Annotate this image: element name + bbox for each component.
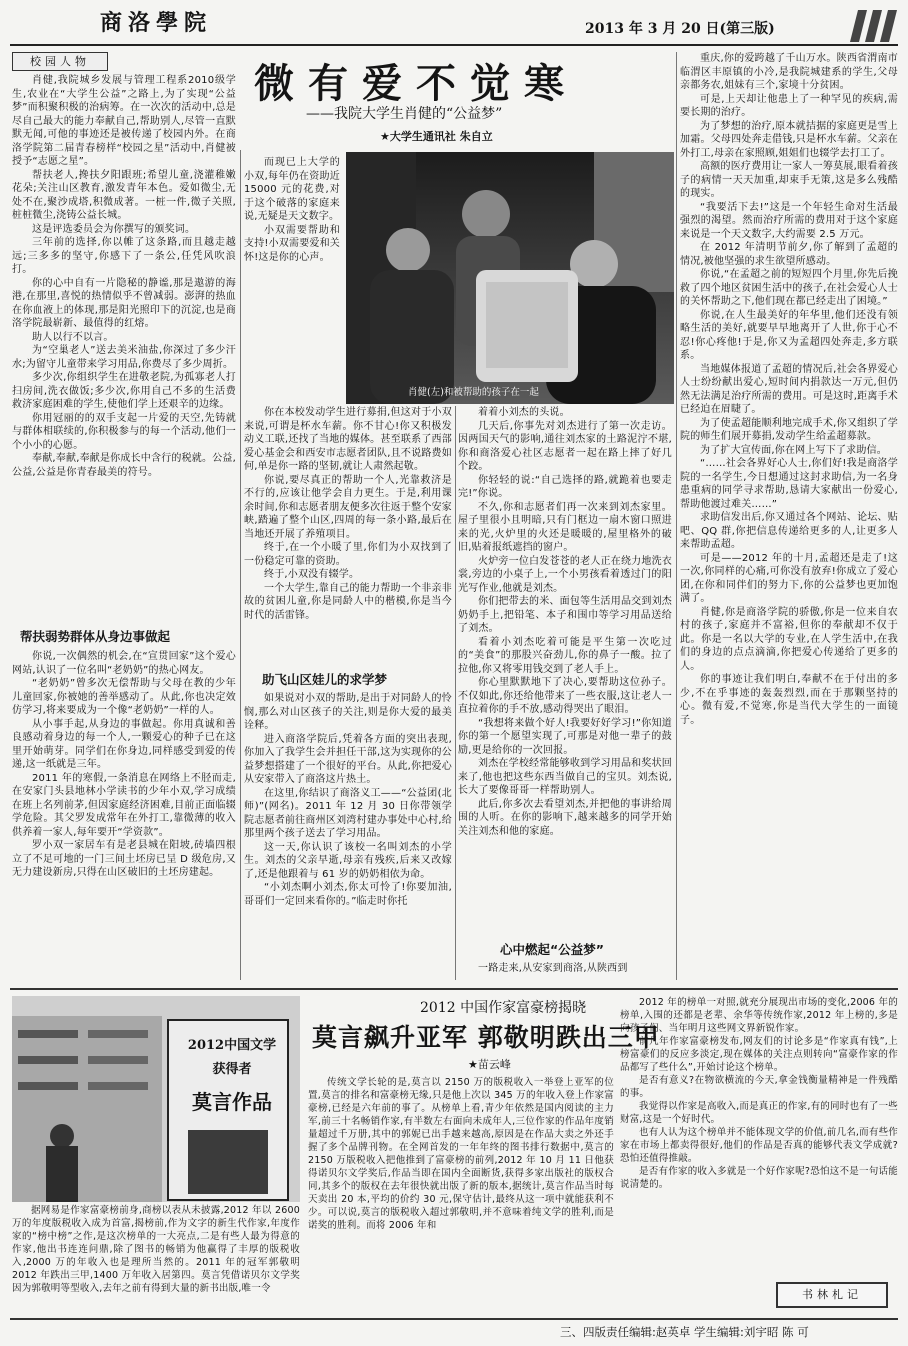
column-tag-campus-people: 校园人物 (12, 52, 108, 71)
main-col1-text (12, 74, 236, 620)
main-col2-top-text (244, 156, 340, 404)
column-separator (676, 52, 677, 980)
paragraph: 你的心中自有一片隐秘的静谧,那是遨游的海港,在那里,喜悦的热情似乎不曾减弱。澎湃的热血在你血液上的体现,那是阳光照印下的沉淀,也是商洛学院最崭新、最值得的红熔。 (12, 277, 236, 329)
paragraph: 几天后,你事先对刘杰进行了第一次走访。因两国天气的影响,通往刘杰家的土路泥泞不堪,你和商洛爱心社区志愿者一起在路上摔了好几个跤。 (458, 420, 672, 472)
paragraph: 如果说对小双的帮助,是出于对同龄人的怜悯,那么对山区孩子的关注,则是你大爱的最美诠释。 (244, 693, 452, 731)
column-tag-book-notes: 书林札记 (776, 1282, 888, 1308)
paragraph: 终于,小双没有辍学。 (264, 569, 360, 580)
paragraph: 你说,一次偶然的机会,在“宣贯回家”这个爱心网站,认识了一位名叫“老奶奶”的热心网友。 (12, 651, 236, 676)
bottom-col2-text (308, 1076, 614, 1314)
photo-sign-line2: 获得者 (212, 1062, 252, 1077)
main-col3-text (458, 406, 672, 932)
bottom-col3-text (620, 996, 898, 1314)
section-rule (10, 988, 898, 990)
paragraph: 前几年作家富豪榜发布,网友们的讨论多是“作家真有钱”,上榜富豪们的反应多淡定,现在媒体的关注点则转向“富豪作家的作品都写了些什么”,开始讨论这个榜单。 (620, 1036, 898, 1073)
paragraph: “我想将来做个好人!我要好好学习!”你知道你的第一个愿望实现了,可那是对他一辈子的鼓励,更是给你的一次回报。 (458, 717, 672, 756)
photo-illustration (346, 152, 674, 404)
paragraph: 此后,你多次去看望刘杰,并把他的事讲给周围的人听。在你的影响下,越来越多的同学开始关注刘杰和他的家庭。 (458, 798, 672, 837)
paragraph: 为了扩大宣传面,你在网上写下了求助信。 (700, 444, 887, 456)
paragraph: 你心里默默地下了决心,要帮助这位孙子。不仅如此,你还给他带来了一些衣服,这让老人一直拉着你的手不放,感动得哭出了眼泪。 (458, 677, 672, 715)
masthead-logo: 商洛學院 (100, 10, 213, 36)
photo-caption: 肖健(左)和被帮助的孩子在一起 (408, 387, 539, 398)
paragraph: 可是——2012 年的十月,孟超还是走了!这一次,你同样的心痛,可你没有放弃!你成立了爱心团,在你和同伴们的努力下,你的公益梦也更加饱满了。 (680, 552, 898, 604)
paragraph: 肖健,你是商洛学院的骄傲,你是一位来自农村的孩子,家庭并不富裕,但你的奉献却不仅于此。你是一名以大学的专业,在人学生活中,在我们的身边的点点滴滴,你把爱心传递给了更多的人。 (680, 606, 898, 672)
photo-sign-line1: 2012中国文学 (187, 1038, 277, 1053)
paragraph: 可是,上天却让他患上了一种罕见的疾病,需要长期的治疗。 (680, 93, 898, 118)
main-col3b-text (458, 962, 672, 978)
subheading-2: 助飞山区娃儿的求学梦 (262, 672, 388, 687)
main-photo (346, 152, 674, 404)
subheading-1: 帮扶弱势群体从身边事做起 (20, 629, 171, 644)
masthead-stripes-decoration (852, 10, 898, 42)
main-subhead: ——我院大学生肖健的“公益梦” (306, 106, 503, 122)
paragraph: 你们把带去的米、面包等生活用品交到刘杰奶奶手上,把铅笔、本子和围巾等学习用品送给了刘杰。 (458, 596, 672, 634)
paragraph: 小双需要帮助和支持!小双需要爱和关怀!这是你的心声。 (244, 224, 340, 263)
footer-rule (10, 1318, 898, 1320)
paragraph: 传统文学长轮的是,莫言以 2150 万的版税收入一举登上亚军的位置,莫言的排名和富豪榜无缘,只是他上次以 345 万的年收入登上作家富豪榜,已经是六年前的事了。从榜单上看,青少年依然是国内阅读的主力军,前三十名畅销作家,有半数左右面向未成年人,三位作家的作品年度销量超过千万册,其中的郭妮已出手越来越高,原因是在作品大卖之外还手握了多个品牌刊物。在全网首发的一年年终的图书排行数据中,莫言的 2150 万版税收入把他推到了富豪榜的前列,2012 年 10 月 11 日他获得诺贝尔文学奖后,作品当即在国内全面断货,获得多家出版社的版权合同,其多个的版权在去年很快就出版了新的版本,据统计,莫言作品当时每天卖出 20 本,平均的价约 30 元,保守估计,最终从这一项中就能获利不少。可以说,莫言的版税收入超过郭敬明,并不意味着纯文学的胜利,而是诺奖的胜利。而将 2006 年和 (308, 1077, 614, 1231)
paragraph: 你的事迹让我们明白,奉献不在于付出的多少,不在乎事迹的轰轰烈烈,而在于那颗坚持的心。微有爱,不觉寒,你是当代大学生的一面镜子。 (680, 674, 898, 726)
bottom-kicker: 2012 中国作家富豪榜揭晓 (420, 1000, 587, 1016)
paragraph: 你在本校发动学生进行募捐,但这对于小双来说,可谓是杯水车薪。你不甘心!你又积极发动义工联,还找了当地的媒体。甚至联系了西部爱心基金会和西安市志愿者团队,且不说路费如何,单是你一路的坚韧,就让人肃然起敬。 (244, 407, 452, 472)
column-separator (455, 406, 456, 980)
paragraph: 你说,“在孟超之前的短短四个月里,你先后挽救了四个地区贫困生活中的孩子,在社会爱心人士的关怀帮助之下,他们现在都已经走出了困境。” (680, 269, 898, 307)
paragraph: 火炉旁一位白发苍苍的老人正在绕力地洗衣裳,旁边的小桌子上,一个小男孩看着透过门的阳光写作业,他就是刘杰。 (458, 555, 672, 594)
paragraph: 是否有作家的收入多就是一个好作家呢?恐怕这不是一句话能说清楚的。 (620, 1166, 898, 1190)
paragraph: 你说,要尽真正的帮助一个人,光靠救济是不行的,应该让他学会自力更生。于是,利用课余时间,你和志愿者朋友便多次往返于整个安家峡,踏遍了整个山区,四周的每一条小路,最后在当地还开展了养殖项目。 (244, 474, 452, 540)
main-col1b-text (12, 650, 236, 980)
paragraph: 2012 年的榜单一对照,就充分展现出市场的变化,2006 年的榜单,入围的还都是老辈、余华等传统作家,2012 年上榜的,多是向孩子们、当年明月这些网文界新锐作家。 (620, 997, 898, 1034)
paragraph: 三年前的选择,你以帷了这条路,而且越走越远;三多多的坚守,你感下了一条公,任凭风吹浪打。 (12, 237, 236, 275)
paragraph: 一个大学生,靠自己的能力帮助一个非亲非故的贫困儿童,你是同龄人中的楷模,你是当今时代的活雷锋。 (244, 582, 452, 621)
main-col2b-text (244, 692, 452, 980)
bottom-col1-text (12, 1204, 300, 1314)
paragraph: “老奶奶”曾多次无偿帮助与父母在教的少年儿童回家,你被她的善举感动了。从此,你也决定效仿学习,将来要成为一个像“老奶奶”一样的人。 (12, 678, 236, 716)
paragraph: 你用冠丽的的双手支起一片爱的天空,先铸就与群体相联续的,你积极参与的每一个活动,他们一个小小的心愿。 (12, 412, 236, 451)
paragraph: 2011 年的寒假,一条消息在网络上不胫而走,在安家门头县地林小学读书的少年小双,学习成绩在班上名列前茅,但因家庭经济困难,目前正面临辍学危险。其父罗发成常年在外打工,靠微薄的收入供养着一家人,每年要开“学资款”。 (12, 772, 236, 838)
paragraph: 为了梦想的治疗,原本就拮据的家庭更是雪上加霜。父母四处奔走借钱,只是杯水车薪。父亲在外打工,母亲在家照顾,姐姐们也辍学去打工了。 (680, 120, 898, 159)
paragraph: 进入商洛学院后,凭着各方面的突出表现,你加入了我学生会并担任干部,这为实现你的公益梦想搭建了一个很好的平台。从此,你把爱心从安家带入了商洛这片热土。 (244, 733, 452, 785)
paragraph: 这是评选委员会为你撰写的颁奖词。 (32, 223, 196, 235)
paragraph: 这一天,你认识了该校一名叫刘杰的小学生。刘杰的父亲早逝,母亲有残疾,后来又改嫁了,还是他跟着与 61 岁的奶奶相依为命。 (244, 841, 452, 880)
paragraph: 你说,在人生最美好的年华里,他们还没有领略生活的美好,就要早早地离开了人世,你于心不忍!你心疼他!于是,你又为孟超四处奔走,多方联系。 (680, 309, 898, 361)
paragraph: 着着小刘杰的头说。 (478, 407, 570, 418)
paragraph: 多少次,你组织学生在进敬老院,为孤寡老人打扫房间,洗衣做饭;多少次,你用自己不多的生活费救济家庭困难的学生,使他们学上还艰辛的边缘。 (12, 372, 236, 410)
paragraph: 据网易是作家富豪榜前身,商榜以表从未披露,2012 年以 2600 万的年度版税收入成为首富,揭榜前,作为文字的新生代作家,年度作家的“榜中榜”之作,是这次榜单的一大亮点,二是有些人最为得意的作家,他出书连连问鼎,除了图书的畅销为他赢得了丰厚的版税收入,2000 万的年收入也是理所当然的。2011 年的冠军郭敬明 2012 年跌出三甲,1400 万年收入居第四。莫言凭借诺贝尔文学奖因为郭敬明等型收入,去年之前有得到大量的新书出版,唯一令 (12, 1205, 300, 1294)
paragraph: 当地媒体报道了孟超的情况后,社会各界爱心人士纷纷献出爱心,短时间内捐款达一万元,但仍然无法满足治疗所需的费用。可是这时,距离手术已经迫在眉睫了。 (680, 363, 898, 415)
paragraph: 我觉得以作家是高收入,而是真正的作家,有的同时也有了一些财富,这是一个好时代。 (620, 1101, 898, 1125)
column-separator (240, 150, 241, 980)
paragraph: 奉献,奉献,奉献是你成长中含行的税就。公益,公益,公益是你青春最美的符号。 (12, 453, 236, 478)
paragraph: 为“空巢老人”送去美米油盐,你深过了多少汗水;为留守儿童带来学习用品,你费尽了多少周折。 (12, 345, 236, 370)
main-byline: ★大学生通讯社 朱自立 (380, 130, 493, 143)
paragraph: “我要活下去!”这是一个年轻生命对生活最强烈的渴望。然而治疗所需的费用对于这个家庭来说是一个天文数字,大约需要 2.5 万元。 (680, 201, 898, 240)
main-col4-text (680, 52, 898, 980)
main-col2-text (244, 406, 452, 644)
paragraph: 肖健,我院城乡发展与管理工程系2010级学生,农业在“大学生公益”之路上,为了实现“公益梦”而积聚积极的治病筹。在一次次的活动中,总是尽自己最大的能力奉献自己,帮助别人,尽管一直默默无闻,可他的事迹还是被传递了校园内外。在商洛学院第二届青春榜样“校园之星”活动中,肖健被授予“志愿之星”。 (12, 75, 236, 167)
paragraph: 重庆,你的爱跨越了千山万水。陕西省渭南市临渭区丰原镇的小冷,是我院城建系的学生,父母亲都务农,姐妹有三个,家境十分贫困。 (680, 53, 898, 91)
footer-editors: 三、四版责任编辑:赵英卓 学生编辑:刘宇昭 陈 可 (560, 1325, 809, 1339)
subheading-3: 心中燃起“公益梦” (500, 942, 604, 957)
issue-date: 2013 年 3 月 20 日(第三版) (585, 21, 775, 37)
paragraph: 助人以行不以言。 (32, 331, 114, 343)
paragraph: 为了使孟超能顺利地完成手术,你又组织了学院的师生们展开募捐,发动学生给孟超募款。 (680, 417, 898, 442)
paragraph: 而现已上大学的小双,每年仍在资助近 15000 元的花费,对于这个破落的家庭来说,无疑是天文数字。 (244, 157, 340, 222)
paragraph: “小刘杰啊小刘杰,你太可怜了!你要加油,哥哥们一定回来看你的。”临走时你托 (244, 882, 452, 907)
main-headline: 微有爱不觉寒 (254, 60, 578, 107)
paragraph: 在 2012 年清明节前夕,你了解到了孟超的情况,被他坚强的求生欲望所感动。 (680, 242, 898, 267)
paragraph: 终于,在一个小暖了里,你们为小双找到了一份稳定可靠的资助。 (244, 542, 452, 567)
paragraph: 从小事手起,从身边的事做起。你用真诚和善良感动着身边的每一个人,一颗爱心的种子已在这里开始萌芽。同学们在你身边,同样感受到爱的传递,这一纸就是三年。 (12, 718, 236, 770)
paragraph: 你轻轻的说:“自己选择的路,就跪着也要走完!”你说。 (458, 474, 672, 499)
bottom-headline: 莫言飙升亚军 郭敬明跌出三甲 (312, 1023, 660, 1052)
paragraph: 罗小双一家居车有是老县城在阳坡,砖墙四根立了不足可地的一门三间土坯房已呈 D 级危房,又无力建设新房,只得在山区破旧的土坯房建起。 (12, 840, 236, 878)
paragraph: “……社会各界好心人士,你们好!我是商洛学院的一名学生,今日想通过这封求助信,为一名身患重病的同学寻求帮助,恳请大家献出一份爱心,帮助他渡过难关……” (680, 458, 898, 510)
paragraph: 一路走来,从安家到商洛,从陕西到 (478, 963, 628, 974)
paragraph: 是否有意义?在物欲横流的今天,拿金钱衡量精神是一件残酷的事。 (620, 1075, 898, 1099)
paragraph: 刘杰在学校经常能够收到学习用品和奖状回来了,他也把这些东西当做自己的宝贝。刘杰说,长大了要像哥哥一样帮助别人。 (458, 758, 672, 796)
bottom-byline: ★苗云峰 (468, 1058, 511, 1071)
paragraph: 高额的医疗费用让一家人一筹莫展,眼看着孩子的病情一天天加重,却束手无策,这是多么残酷的现实。 (680, 161, 898, 199)
paragraph: 求助信发出后,你又通过各个网站、论坛、贴吧、QQ 群,你把信息传递给更多的人,让更多人来帮助孟超。 (680, 512, 898, 550)
paragraph: 不久,你和志愿者们再一次来到刘杰家里。屋子里很小且明暗,只有门框边一扇木窗口照进来的光,火炉里的火还是暖暖的,屋里格外的破旧,贴着报纸遮挡的窗户。 (458, 501, 672, 553)
paragraph: 帮扶老人,搀扶夕阳跟班;希望儿童,浇灌稚嫩花朵;关注山区教育,激发青年本色。爱如微尘,无处不在,聚沙成塔,积微成著。一桩一件,微子关照,桩桩微尘,浇铸公益长城。 (12, 169, 236, 221)
paragraph: 看着小刘杰吃着可能是平生第一次吃过的“美食”的那股兴奋劲儿,你的鼻子一酸。拉了拉他,你又将零用钱交到了老人手上。 (458, 636, 672, 675)
paragraph: 也有人认为这个榜单并不能体现文学的价值,前几名,而有些作家在市场上都卖得很好,他们的作品是否真的能够代表文学成就?恐怕还值得推敲。 (620, 1127, 898, 1164)
masthead-rule (10, 44, 898, 46)
bottom-photo (12, 996, 300, 1202)
paragraph: 在这里,你结识了商洛义工——“公益团(北师)”(网名)。2011 年 12 月 30 日你带领学院志愿者前往商州区刘湾村建办事处中心村,给那里两个孩子送去了学习用品。 (244, 787, 452, 839)
photo-sign-line3: 莫言作品 (192, 1090, 272, 1114)
